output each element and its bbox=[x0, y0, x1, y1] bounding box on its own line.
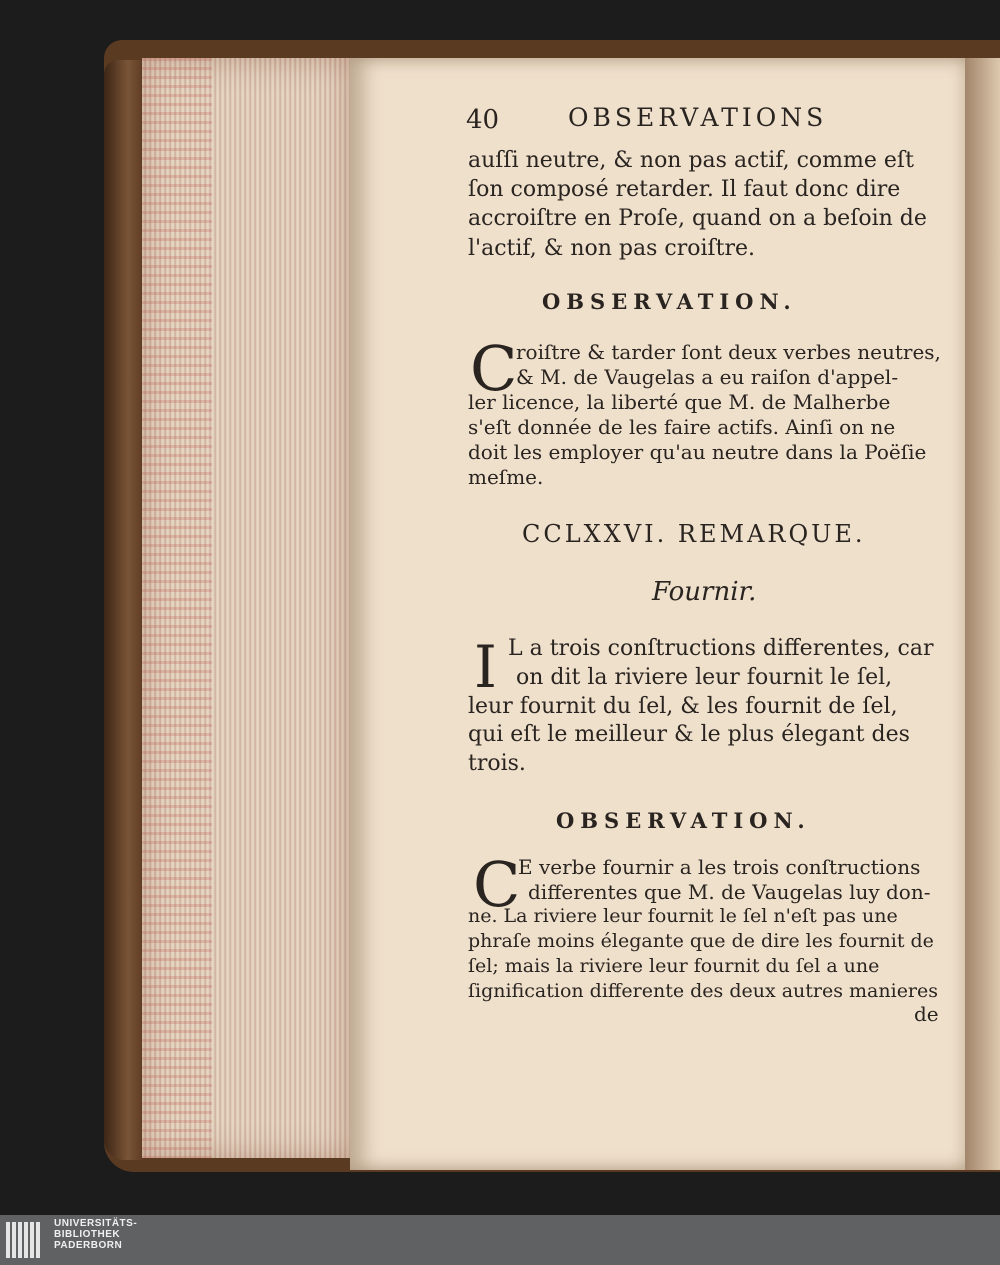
drop-cap: I bbox=[474, 633, 497, 701]
observation-line: s'eſt donnée de les faire actifs. Ainſi on ne bbox=[468, 415, 896, 439]
observation-line: differentes que M. de Vaugelas luy don- bbox=[528, 880, 931, 904]
remarque-line: on dit la riviere leur fournit le ſel, bbox=[516, 665, 893, 690]
remarque-word: Fournir. bbox=[652, 577, 757, 607]
drop-cap: C bbox=[470, 332, 518, 405]
logo-line: PADERBORN bbox=[54, 1240, 123, 1251]
drop-cap: C bbox=[473, 848, 521, 921]
library-logo-text bbox=[54, 1218, 137, 1251]
observation-line: ler licence, la liberté que M. de Malherbe bbox=[468, 390, 891, 414]
book-spine bbox=[104, 60, 144, 1160]
footer-bar bbox=[0, 1215, 1000, 1265]
observation-line: phraſe moins élegante que de dire les fournit de bbox=[468, 930, 934, 952]
remarque-line: qui eſt le meilleur & le plus élegant des bbox=[468, 722, 910, 747]
remarque-heading: CCLXXVI. REMARQUE. bbox=[522, 520, 866, 548]
running-title: OBSERVATIONS bbox=[568, 103, 828, 132]
observation-line: ſel; mais la riviere leur fournit du ſel a une bbox=[468, 955, 880, 977]
continuation-line: ſon composé retarder. Il faut donc dire bbox=[468, 177, 901, 202]
observation-line: roiſtre & tarder ſont deux verbes neutres, bbox=[516, 340, 941, 364]
logo-line: BIBLIOTHEK bbox=[54, 1229, 121, 1240]
observation-line: doit les employer qu'au neutre dans la Poëſie bbox=[468, 440, 927, 464]
remarque-line: leur fournit du ſel, & les fournit de ſel, bbox=[468, 694, 898, 719]
observation-line: ne. La riviere leur fournit le ſel n'eſt pas une bbox=[468, 905, 898, 927]
observation-line: ſignification differente des deux autres manieres bbox=[468, 980, 939, 1002]
observation-heading: OBSERVATION. bbox=[556, 808, 811, 833]
facing-page-edge bbox=[965, 58, 1000, 1170]
remarque-line: trois. bbox=[468, 751, 526, 776]
remarque-line: L a trois conſtructions differentes, car bbox=[508, 636, 934, 661]
observation-heading: OBSERVATION. bbox=[542, 289, 797, 314]
page-edges-tint bbox=[142, 58, 212, 1158]
continuation-line: accroiſtre en Proſe, quand on a beſoin de bbox=[468, 206, 927, 231]
observation-line: meſme. bbox=[468, 465, 544, 489]
observation-line: E verbe fournir a les trois conſtructions bbox=[518, 855, 921, 879]
continuation-line: l'actif, & non pas croiſtre. bbox=[468, 236, 756, 261]
observation-line: & M. de Vaugelas a eu raiſon d'appel- bbox=[516, 365, 899, 389]
logo-line: UNIVERSITÄTS- bbox=[54, 1218, 138, 1229]
continuation-line: auſſi neutre, & non pas actif, comme eſt bbox=[468, 148, 914, 173]
library-logo-icon bbox=[6, 1222, 46, 1258]
page-number: 40 bbox=[466, 105, 500, 135]
catchword: de bbox=[914, 1002, 939, 1026]
